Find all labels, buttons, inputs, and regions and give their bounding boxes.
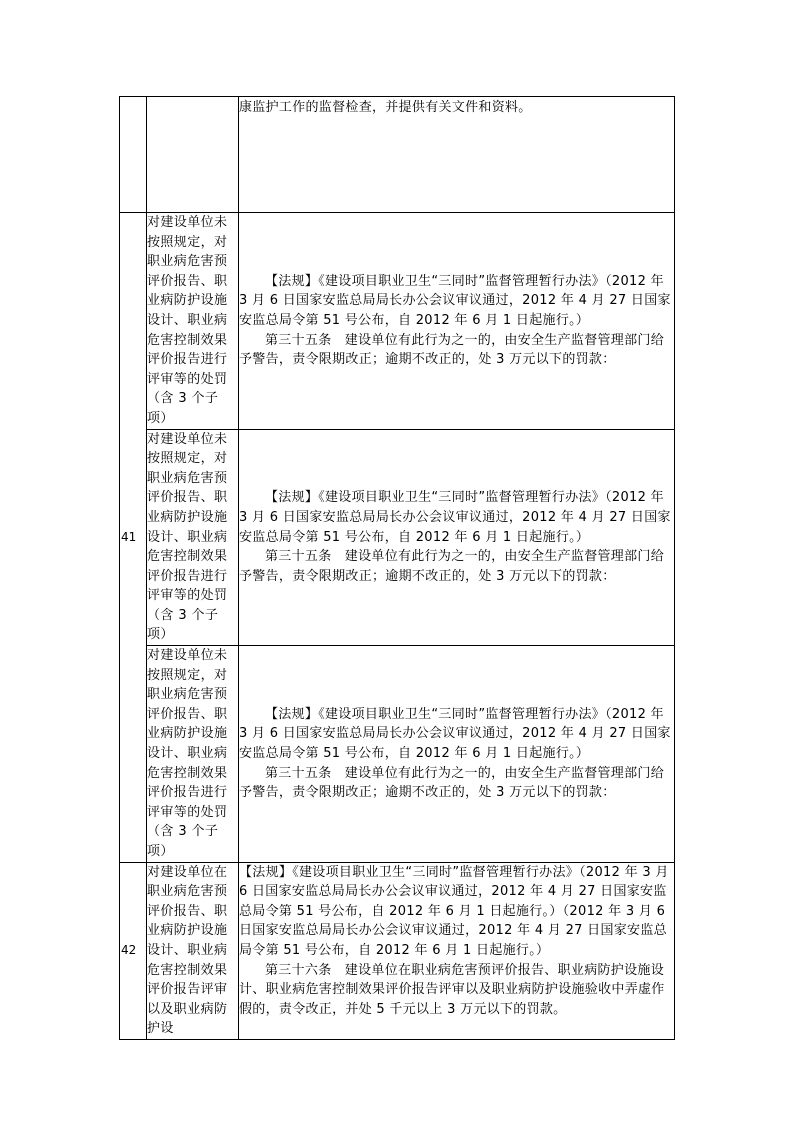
regulations-table	[119, 96, 675, 1040]
law-citation: 【法规】《建设项目职业卫生“三同时”监督管理暂行办法》（2012 年 3 月 6 日国家安监总局局长办公会议审议通过，2012 年 4 月 27 日国家安监总局令第 51 号公布，自 2012 年 6 月 1 日起施行。）	[239, 490, 671, 545]
law-citation: 【法规】《建设项目职业卫生“三同时”监督管理暂行办法》（2012 年 3 月 6 日国家安监总局局长办公会议审议通过，2012 年 4 月 27 日国家安监总局令第 51 号公布，自 2012 年 6 月 1 日起施行。）	[239, 273, 671, 328]
item-title: 对建设单位未按照规定，对职业病危害预评价报告、职业病防护设施设计、职业病危害控制效果评价报告进行评审等的处罚	[147, 215, 228, 387]
item-cell	[147, 97, 239, 213]
law-citation: 【法规】《建设项目职业卫生“三同时”监督管理暂行办法》（2012 年 3 月 6 日国家安监总局局长办公会议审议通过，2012 年 4 月 27 日国家安监总局令第 51 号公布，自 2012 年 6 月 1 日起施行。）	[239, 706, 671, 762]
subitem-count: （含 3 个子项）	[147, 824, 219, 859]
content-cell	[239, 97, 675, 213]
table-row	[120, 213, 675, 430]
law-article: 第三十六条 建设单位在职业病危害预评价报告、职业病防护设施设计、职业病危害控制效果评价报告评审以及职业病防护设施验收中弄虚作假的，责令改正，并处 5 千元以上 3 万元以下的罚款。	[239, 962, 665, 1017]
content-text: 康监护工作的监督检查，并提供有关文件和资料。	[239, 100, 532, 115]
table-row	[120, 97, 675, 213]
law-article: 第三十五条 建设单位有此行为之一的，由安全生产监督管理部门给予警告，责令限期改正；逾期不改正的，处 3 万元以下的罚款：	[239, 765, 665, 801]
item-number: 42	[121, 942, 137, 957]
law-citation: 【法规】《建设项目职业卫生“三同时”监督管理暂行办法》（2012 年 3 月 6 日国家安监总局局长办公会议审议通过，2012 年 4 月 27 日国家安监总局令第 51 号公布，自 2012 年 6 月 1 日起施行。）（2012 年 3 月 6 日国家安监总局局长办公会议审议通过，2012 年 4 月 27 日国家安监总局令第 51 号公布，自 2012 年 6 月 1 日起施行。）	[239, 864, 669, 958]
item-cell	[147, 862, 239, 1039]
table-row	[120, 429, 675, 646]
table-row	[120, 646, 675, 863]
number-cell	[120, 213, 147, 863]
item-title: 对建设单位未按照规定，对职业病危害预评价报告、职业病防护设施设计、职业病危害控制效果评价报告进行评审等的处罚	[147, 431, 228, 604]
number-cell	[120, 862, 147, 1039]
content-cell	[239, 862, 675, 1039]
item-title: 对建设单位未按照规定，对职业病危害预评价报告、职业病防护设施设计、职业病危害控制效果评价报告进行评审等的处罚	[147, 648, 228, 820]
content-cell	[239, 213, 675, 430]
subitem-count: （含 3 个子项）	[147, 607, 219, 643]
subitem-count: （含 3 个子项）	[147, 391, 219, 426]
item-number: 41	[121, 529, 137, 544]
law-article: 第三十五条 建设单位有此行为之一的，由安全生产监督管理部门给予警告，责令限期改正；逾期不改正的，处 3 万元以下的罚款：	[239, 332, 665, 368]
item-cell	[147, 429, 239, 646]
item-title: 对建设单位在职业病危害预评价报告、职业病防护设施设计、职业病危害控制效果评价报告评审以及职业病防护设	[147, 864, 228, 1037]
item-cell	[147, 213, 239, 430]
number-cell	[120, 97, 147, 213]
item-cell	[147, 646, 239, 863]
content-cell	[239, 429, 675, 646]
table-row	[120, 862, 675, 1039]
law-article: 第三十五条 建设单位有此行为之一的，由安全生产监督管理部门给予警告，责令限期改正；逾期不改正的，处 3 万元以下的罚款：	[239, 549, 665, 584]
content-cell	[239, 646, 675, 863]
